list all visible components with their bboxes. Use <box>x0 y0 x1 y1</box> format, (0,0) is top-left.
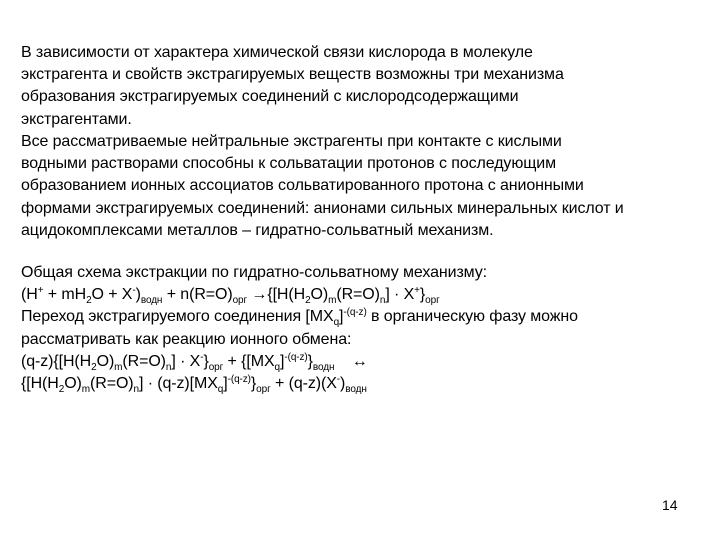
text-line: водными растворами способны к сольватации протонов с последующим <box>21 155 557 173</box>
text-line: ацидокомплексами металлов – гидратно-сольватный механизм. <box>21 221 494 239</box>
text-line: Все рассматриваемые нейтральные экстрагенты при контакте с кислыми <box>21 133 562 150</box>
text-line: рассматривать как реакцию ионного обмена: <box>21 330 352 348</box>
scheme-heading: Общая схема экстракции по гидратно-сольватному механизму: <box>21 264 488 281</box>
paragraph-intro <box>21 42 711 131</box>
text-line: экстрагента и свойств экстрагируемых веществ возможны три механизма <box>21 66 564 84</box>
text-line: В зависимости от характера химической связи кислорода в молекуле <box>21 44 533 61</box>
equation-extraction: $(H^+ + mH_2O + X^-)_{водн} + n(R=O)_{орг} \to\{[H(H_2O)_m(R=O)_n] \cdot X^+\}_{орг}$ <box>21 285 440 307</box>
text-line: образования экстрагируемых соединений с кислородсодержащими <box>21 88 519 106</box>
text-line: экстрагентами. <box>21 110 132 128</box>
arrow-right-icon: → <box>247 286 268 304</box>
paragraph-scheme <box>21 262 711 395</box>
text-line: формами экстрагируемых соединений: анионами сильных минеральных кислот и <box>21 199 624 217</box>
equation-ion-exchange-left: $(q-z)\{[H(H_2O)_m(R=O)_n] \cdot X^-\}_{орг} + \{[MX_q]^{-(q-z)}\}_{водн}$ ↔ <box>21 351 368 373</box>
equation-ion-exchange-right: $\{[H(H_2O)_m(R=O)_n] \cdot (q-z)[MX_q]^{-(q-z)}\}_{орг} + (q-z)(X^-)_{водн}$ <box>21 373 367 395</box>
page-number: 14 <box>662 497 678 513</box>
transition-text: Переход экстрагируемого соединения $[MX_q]^{-(q-z)}$ в органическую фазу можно <box>21 307 578 329</box>
text-line: образованием ионных ассоциатов сольватированного протона с анионными <box>21 177 584 195</box>
arrow-both-icon: ↔ <box>334 352 368 370</box>
paragraph-mechanism <box>21 131 711 242</box>
